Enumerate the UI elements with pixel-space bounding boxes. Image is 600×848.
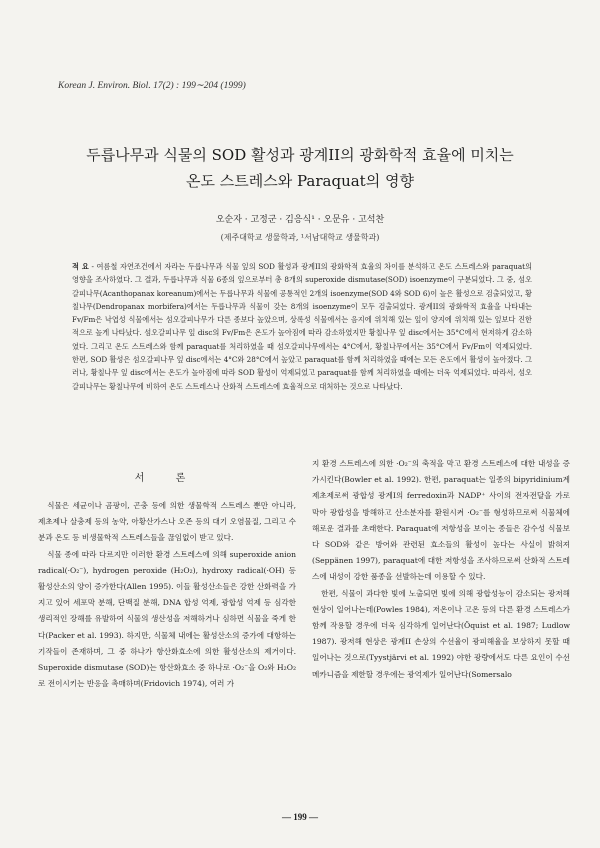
author-list: 오순자 · 고정군 · 김응식¹ · 오문유 · 고석찬	[215, 215, 385, 225]
abstract-label: 적 요	[72, 262, 89, 271]
abstract	[72, 260, 532, 393]
title-line-2: 온도 스트레스와 Paraquat의 영향	[186, 172, 414, 190]
title-line-1: 두릅나무과 식물의 SOD 활성과 광계II의 광화학적 효율에 미치는	[86, 146, 514, 164]
intro-paragraph-3: 지 환경 스트레스에 의한 ·O₂⁻의 축적을 막고 환경 스트레스에 대한 내성을 증가시킨다(Bowler et al. 1992). 한편, paraquat는 일종의 bipyridinium계 제초제로써 광합성 광계I의 ferredoxin과 NADP⁺ 사이의 전자전달을 가로 막아 광합성을 방해하고 산소분자를 환원시켜 ·O₂⁻를 형성하므로써 식물체에 해로운 결과를 초래한다. Paraquat에 저항성을 보이는 종들은 감수성 식물보다 SOD와 같은 방어와 관련된 효소들의 활성이 높다는 사실이 밝혀져(Seppänen 1997), paraquat에 대한 저항성을 조사하므로써 산화적 스트레스에 내성이 강한 품종을 선발하는데 이용할 수 있다.	[312, 459, 570, 582]
abstract-text: - 여름철 자연조건에서 자라는 두릅나무과 식물 잎의 SOD 활성과 광계II의 광화학적 효율의 차이를 분석하고 온도 스트레스와 paraquat의 영향을 조사하였다. 그 결과, 두릅나무과 식물 6종의 잎으로부터 총 8개의 superoxide dismutase(SOD) isoenzyme이 구분되었다. 그 중, 섬오갈피나무(Acanthopanax koreanum)에서는 두릅나무과 식물에 공통적인 2개의 isoenzyme(SOD 4와 SOD 6)이 높은 활성으로 검출되었고, 황칠나무(Dendropanax morbifera)에서는 두릅나무과 식물이 갖는 8개의 isoenzyme이 모두 검출되었다. 광계II의 광화학적 효율을 나타내는 Fv/Fm은 낙엽성 식물에서는 섬오갈피나무가 다른 종보다 높았으며, 상록성 식물에서는 음지에 위치해 있는 잎이 양지에 위치해 있는 잎보다 진한적으로 높게 나타났다. 섬오갈피나무 잎 disc의 Fv/Fm은 온도가 높아짐에 따라 감소하였지만 황칠나무 잎 disc에서는 35°C에서 현저하게 감소하였다. 그리고 온도 스트레스와 함께 paraquat를 처리하였을 때 섬오갈피나무에서는 4°C에서, 황칠나무에서는 35°C에서 Fv/Fm이 억제되었다. 한편, SOD 활성은 섬오갈피나무 잎 disc에서는 4°C와 28°C에서 높았고 paraquat를 함께 처리하였을 때에는 모든 온도에서 활성이 높아졌다. 그러나, 황칠나무 잎 disc에서는 온도가 높아짐에 따라 SOD 활성이 억제되었고 paraquat를 함께 처리하였을 때에는 더욱 억제되었다. 따라서, 섬오갈피나무는 황칠나무에 비하여 온도 스트레스나 산화적 스트레스에 효율적으로 대처하는 것으로 나타났다.	[72, 262, 532, 391]
affiliation: (제주대학교 생물학과, ¹서남대학교 생물학과)	[220, 233, 380, 242]
left-column	[38, 473, 296, 692]
right-column	[312, 456, 570, 683]
journal-citation: Korean J. Environ. Biol. 17(2) : 199∼204 (1999)	[58, 81, 246, 91]
page-number: — 199 —	[282, 812, 318, 822]
intro-paragraph-2: 식물 종에 따라 다르지만 이러한 환경 스트레스에 의해 superoxide anion radical(·O₂⁻), hydrogen peroxide (H₂O₂), hydroxy radical(·OH) 등 활성산소의 양이 증가한다(Allen 1995). 이들 활성산소들은 강한 산화력을 가지고 있어 세포막 분해, 단백질 분해, DNA 합성 억제, 광합성 억제 등 심각한 생리적인 장해를 유발하여 식물의 생산성을 저해하거나 심하면 식물을 죽게 한다(Packer et al. 1993). 하지만, 식물체 내에는 활성산소의 증가에 대항하는 기작들이 존재하며, 그 중 하나가 항산화효소에 의한 활성산소의 제거이다. Superoxide dismutase (SOD)는 항산화효소 중 하나로 ·O₂⁻을 O₂와 H₂O₂로 전이시키는 반응을 촉매하며(Fridovich 1974), 여러 가	[38, 549, 296, 689]
intro-paragraph-4: 한편, 식물이 과다한 빛에 노출되면 빛에 의해 광합성능이 감소되는 광저해 현상이 일어나는데(Powles 1984), 저온이나 고온 등의 다른 환경 스트레스가 함께 작용할 경우에 더욱 심각하게 일어난다(Öquist et al. 1987; Ludlow 1987). 광저해 현상은 광계II 손상의 수선율이 광피해율을 보상하지 못할 때 일어나는 것으로(Tyystjärvi et al. 1992) 야한 광량에서도 다른 요인이 수선 메카니즘을 제한할 경우에는 광억제가 일어난다(Somersalo	[312, 588, 570, 679]
section-heading-introduction: 서 론	[134, 473, 200, 484]
article-title	[40, 142, 560, 194]
intro-paragraph-1: 식물은 세균이나 곰팡이, 곤충 등에 의한 생물학적 스트레스 뿐만 아니라, 제초제나 살충제 등의 농약, 아황산가스나 오존 등의 대기 오염물질, 그리고 수분과 온도 등 비생물학적 스트레스들을 끊임없이 받고 있다.	[38, 501, 296, 543]
